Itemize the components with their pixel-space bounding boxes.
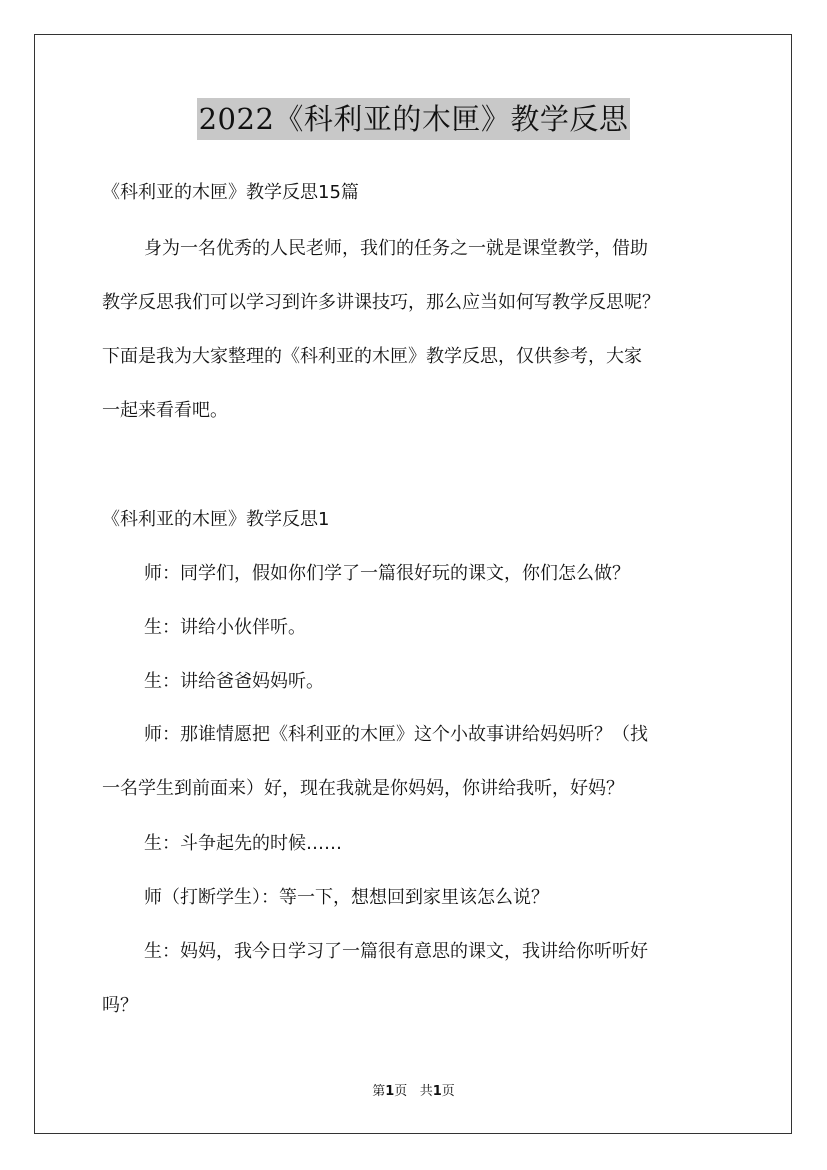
page-label-prefix: 第 (372, 1084, 386, 1099)
total-label-suffix: 页 (441, 1084, 455, 1099)
dialogue-line: 师：那谁情愿把《科利亚的木匣》这个小故事讲给妈妈听？（找 (144, 724, 648, 745)
page-footer (0, 1083, 827, 1101)
total-label-prefix: 共 (419, 1084, 433, 1099)
dialogue-line: 一名学生到前面来）好，现在我就是你妈妈，你讲给我听，好妈？ (102, 778, 624, 799)
page-label-suffix: 页 (394, 1084, 408, 1099)
section-heading: 《科利亚的木匣》教学反思1 (102, 509, 330, 530)
intro-line: 一起来看看吧。 (102, 400, 228, 421)
page-number: 1 (385, 1084, 395, 1099)
total-pages: 1 (432, 1084, 442, 1099)
document-title: 2022《科利亚的木匣》教学反思 (197, 98, 631, 140)
dialogue-line: 师：同学们，假如你们学了一篇很好玩的课文，你们怎么做？ (144, 563, 630, 584)
dialogue-line: 生：斗争起先的时候…… (144, 833, 342, 854)
intro-line: 下面是我为大家整理的《科利亚的木匣》教学反思，仅供参考，大家 (102, 346, 642, 367)
dialogue-line: 师（打断学生）：等一下，想想回到家里该怎么说？ (144, 887, 549, 908)
dialogue-line: 生：妈妈，我今日学习了一篇很有意思的课文，我讲给你听听好 (144, 941, 648, 962)
intro-line: 教学反思我们可以学习到许多讲课技巧，那么应当如何写教学反思呢？ (102, 292, 660, 313)
title-container (0, 98, 827, 140)
intro-line: 身为一名优秀的人民老师，我们的任务之一就是课堂教学，借助 (144, 238, 648, 259)
document-subtitle: 《科利亚的木匣》教学反思15篇 (102, 182, 359, 203)
dialogue-line: 吗？ (102, 995, 138, 1016)
dialogue-line: 生：讲给爸爸妈妈听。 (144, 671, 324, 692)
dialogue-line: 生：讲给小伙伴听。 (144, 617, 306, 638)
